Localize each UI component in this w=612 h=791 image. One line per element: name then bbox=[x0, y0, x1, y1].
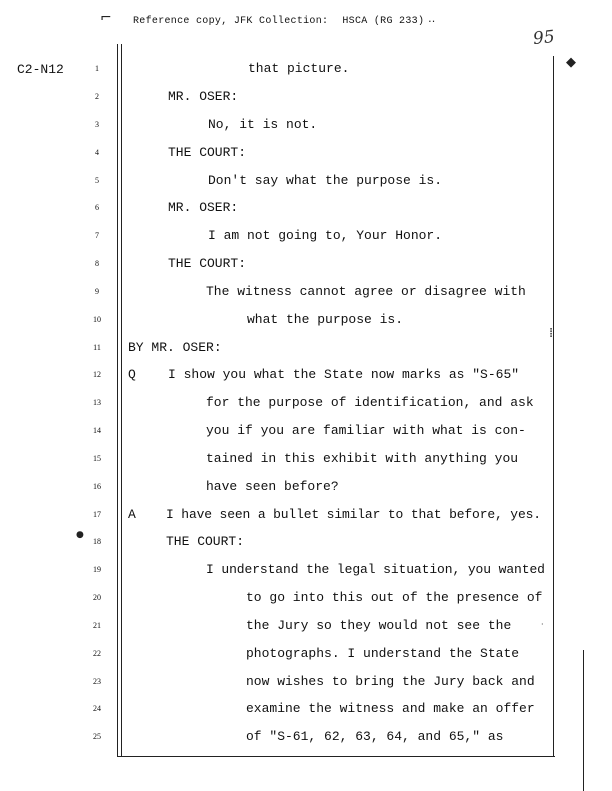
right-margin-rule bbox=[553, 56, 554, 756]
transcript-line: now wishes to bring the Jury back and bbox=[246, 674, 535, 689]
question-marker: Q bbox=[128, 367, 136, 382]
transcript-line: The witness cannot agree or disagree with bbox=[206, 284, 526, 299]
transcript-line: I have seen a bullet similar to that before, yes. bbox=[166, 507, 541, 522]
transcript-line: to go into this out of the presence of bbox=[246, 590, 543, 605]
scan-mark: ‥ bbox=[428, 12, 436, 25]
line-number: 15 bbox=[93, 454, 101, 463]
line-number: 14 bbox=[93, 426, 101, 435]
line-number: 2 bbox=[95, 92, 99, 101]
line-number: 8 bbox=[95, 259, 99, 268]
line-number: 9 bbox=[95, 287, 99, 296]
line-number: 11 bbox=[93, 343, 101, 352]
line-number: 6 bbox=[95, 203, 99, 212]
line-number: 13 bbox=[93, 398, 101, 407]
line-number: 16 bbox=[93, 482, 101, 491]
reference-label: Reference copy, JFK Collection: bbox=[133, 16, 329, 27]
transcript-line: that picture. bbox=[248, 61, 350, 76]
page-code: C2-N12 bbox=[17, 62, 64, 77]
line-number: 23 bbox=[93, 677, 101, 686]
transcript-line: have seen before? bbox=[206, 479, 339, 494]
transcript-line: I understand the legal situation, you wanted bbox=[206, 562, 545, 577]
transcript-line: of "S-61, 62, 63, 64, and 65," as bbox=[246, 729, 504, 744]
line-number: 5 bbox=[95, 176, 99, 185]
speaker-label: MR. OSER: bbox=[168, 89, 239, 104]
transcript-line: what the purpose is. bbox=[247, 312, 404, 327]
scan-mark: · bbox=[541, 620, 544, 629]
transcript-line: tained in this exhibit with anything you bbox=[206, 451, 519, 466]
transcript-line: No, it is not. bbox=[208, 117, 318, 132]
left-margin-rule-inner bbox=[121, 44, 122, 756]
bottom-rule bbox=[117, 756, 555, 757]
scan-mark: ⌐ bbox=[100, 10, 112, 26]
line-number: 24 bbox=[93, 704, 101, 713]
page-edge-rule bbox=[583, 650, 584, 791]
handwritten-page-number: 95 bbox=[532, 26, 556, 50]
transcript-line: you if you are familiar with what is con- bbox=[206, 423, 526, 438]
scan-mark: ⁞ bbox=[549, 326, 554, 341]
scan-mark: ● bbox=[76, 530, 84, 540]
left-margin-rule-outer bbox=[117, 44, 118, 756]
transcript-line: for the purpose of identification, and ask bbox=[206, 395, 534, 410]
line-number: 1 bbox=[95, 64, 99, 73]
line-number: 10 bbox=[93, 315, 101, 324]
scan-mark: ◆ bbox=[566, 55, 576, 70]
line-number: 4 bbox=[95, 148, 99, 157]
line-number: 19 bbox=[93, 565, 101, 574]
answer-marker: A bbox=[128, 507, 136, 522]
examination-heading: BY MR. OSER: bbox=[128, 340, 222, 355]
line-number: 22 bbox=[93, 649, 101, 658]
speaker-label: THE COURT: bbox=[168, 145, 247, 160]
collection-label: HSCA (RG 233) bbox=[342, 16, 425, 27]
transcript-line: Don't say what the purpose is. bbox=[208, 173, 443, 188]
line-number: 25 bbox=[93, 732, 101, 741]
speaker-label: MR. OSER: bbox=[168, 200, 239, 215]
transcript-line: I show you what the State now marks as "S-65" bbox=[168, 367, 520, 382]
transcript-line: the Jury so they would not see the bbox=[246, 618, 512, 633]
speaker-label: THE COURT: bbox=[168, 256, 247, 271]
line-number: 12 bbox=[93, 370, 101, 379]
line-number: 18 bbox=[93, 537, 101, 546]
line-number: 17 bbox=[93, 510, 101, 519]
line-number: 20 bbox=[93, 593, 101, 602]
transcript-line: I am not going to, Your Honor. bbox=[208, 228, 443, 243]
reference-header bbox=[133, 16, 424, 27]
transcript-line: examine the witness and make an offer bbox=[246, 701, 535, 716]
transcript-line: photographs. I understand the State bbox=[246, 646, 520, 661]
line-number: 7 bbox=[95, 231, 99, 240]
line-number: 21 bbox=[93, 621, 101, 630]
line-number: 3 bbox=[95, 120, 99, 129]
speaker-label: THE COURT: bbox=[166, 534, 245, 549]
